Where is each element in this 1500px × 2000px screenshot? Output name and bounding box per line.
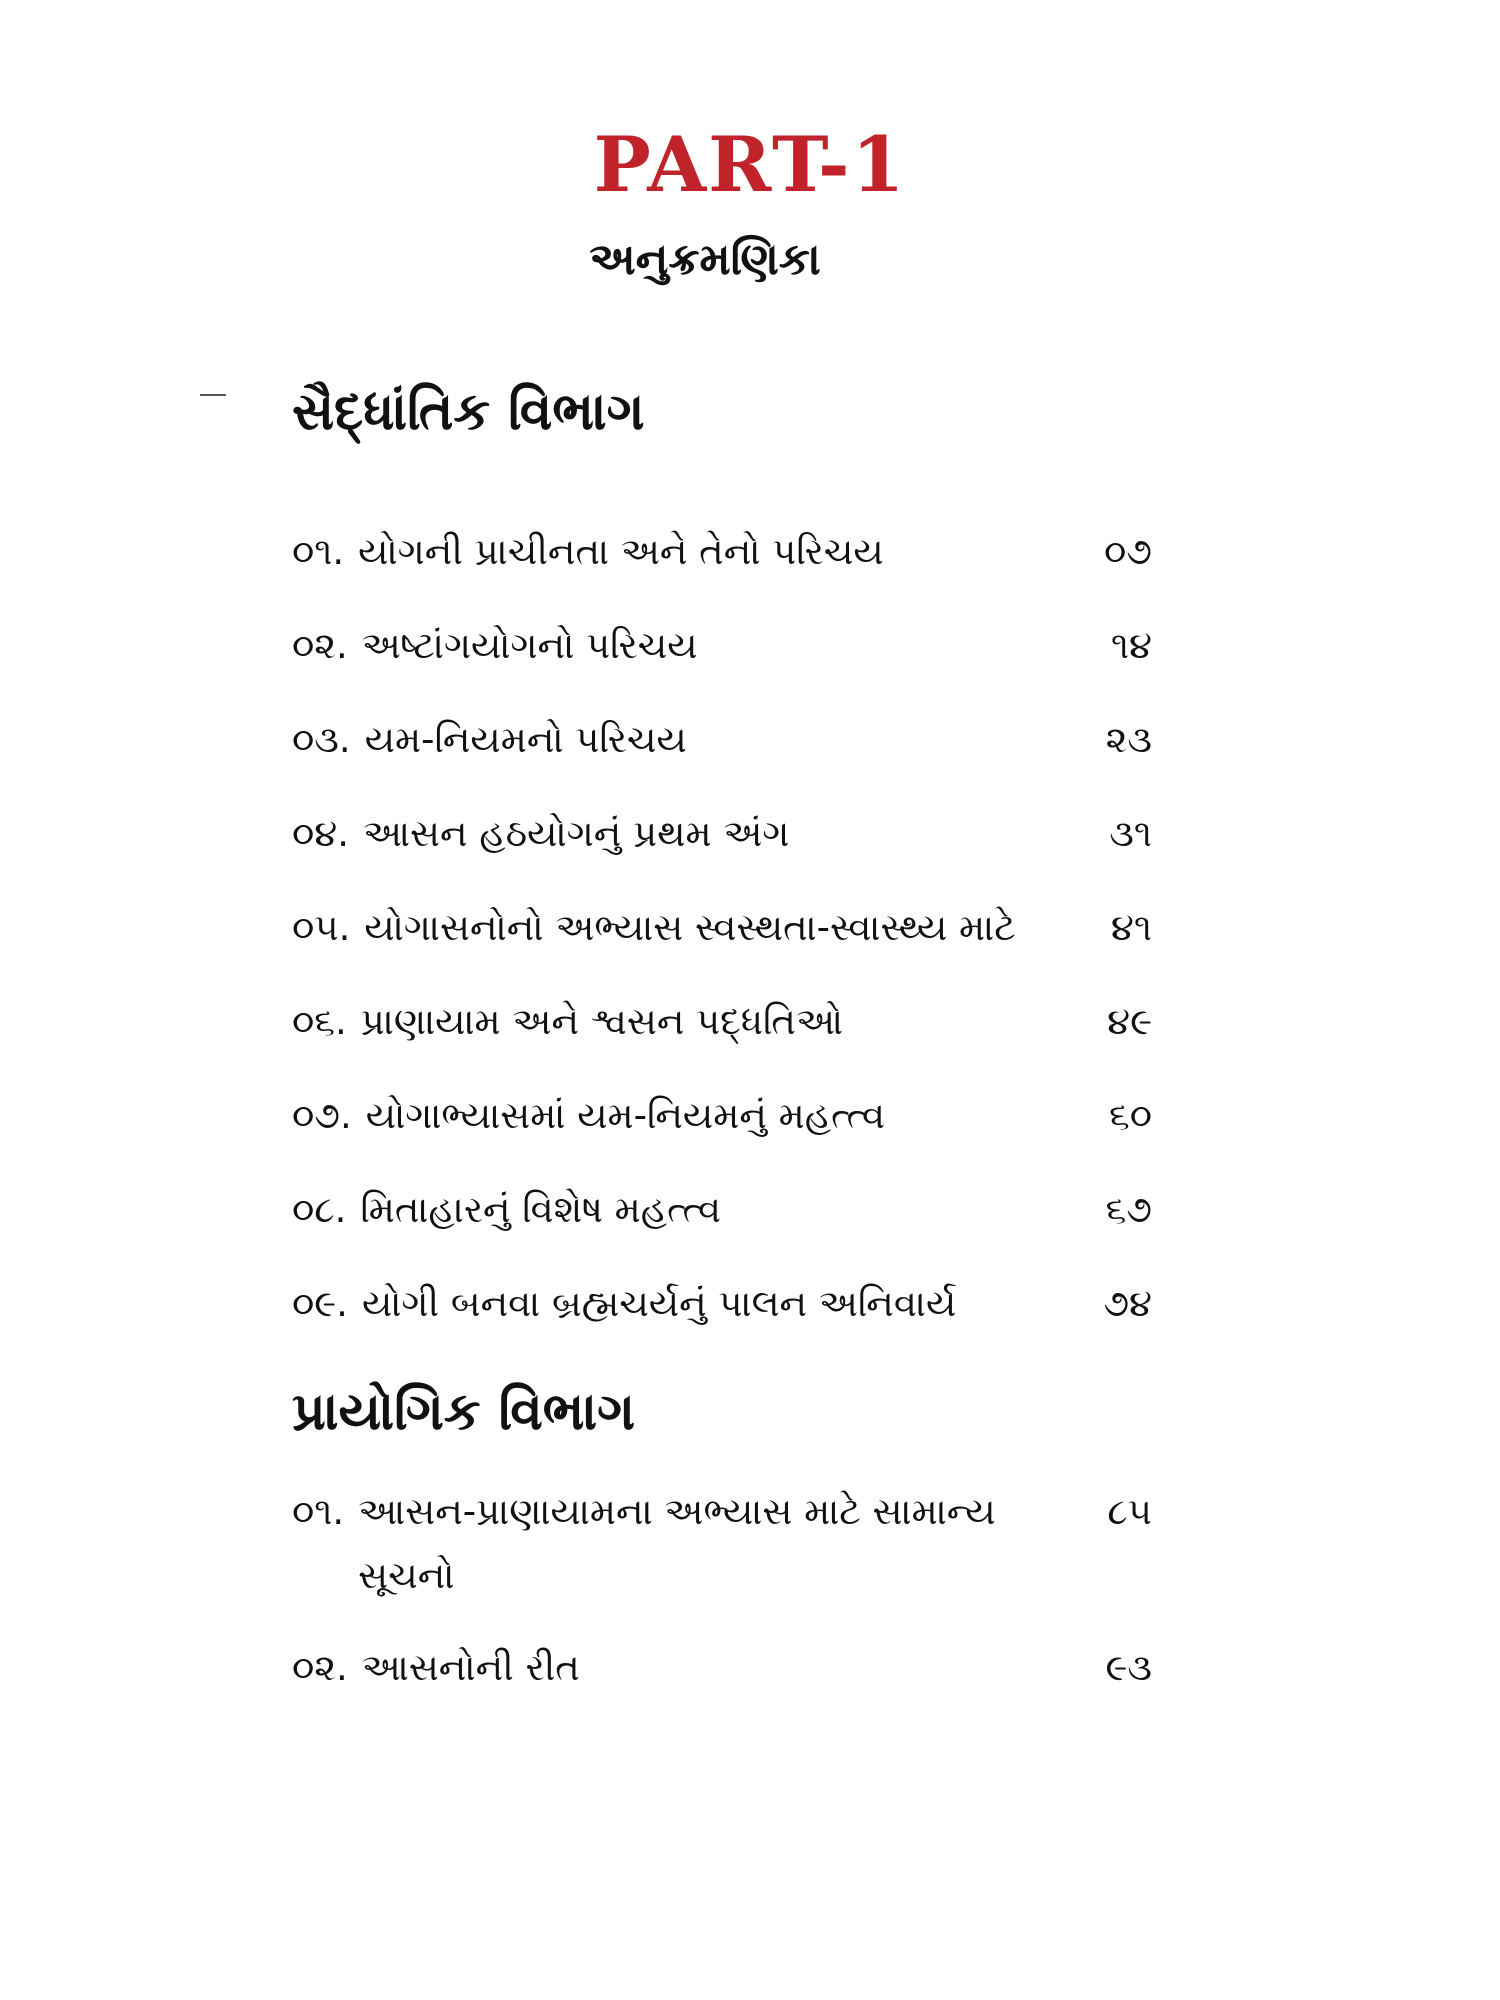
section-title-theory: સૈદ્ધાંતિક વિભાગ [292, 382, 645, 442]
toc-entry[interactable] [292, 1084, 1152, 1178]
entry-title: યોગાસનોનો અભ્યાસ સ્વસ્થતા-સ્વાસ્થ્ય માટે [364, 906, 1016, 949]
entry-page-number: ૪૧ [1110, 906, 1152, 949]
entry-number: ૦૩. [292, 718, 351, 761]
entry-page-number: ૨૩ [1105, 718, 1152, 761]
toc-entry[interactable] [292, 1178, 1152, 1272]
toc-list-theory [292, 520, 1152, 1366]
toc-entry[interactable] [292, 520, 1152, 614]
toc-entry[interactable] [292, 708, 1152, 802]
entry-number: ૦૨. [292, 624, 348, 667]
toc-entry[interactable] [292, 1636, 1152, 1730]
toc-entry[interactable] [292, 896, 1152, 990]
section-title-practical: પ્રાયોગિક વિભાગ [292, 1382, 636, 1442]
entry-page-number: ૬૭ [1105, 1188, 1152, 1231]
entry-page-number: ૧૪ [1110, 624, 1152, 667]
entry-title: આસન-પ્રાણાયામના અભ્યાસ માટે સામાન્ય સૂચનો [358, 1490, 996, 1597]
stray-mark [200, 394, 226, 396]
entry-title: આસનોની રીત [361, 1646, 580, 1689]
entry-number: ૦૪. [292, 812, 349, 855]
entry-page-number: ૪૯ [1107, 1000, 1152, 1043]
entry-number: ૦૯. [292, 1282, 348, 1325]
entry-page-number: ૩૧ [1109, 812, 1152, 855]
entry-title: યમ-નિયમનો પરિચય [364, 718, 687, 761]
entry-title: અષ્ટાંગયોગનો પરિચય [361, 624, 698, 667]
entry-number: ૦૭. [292, 1094, 352, 1137]
toc-entry[interactable] [292, 1480, 1152, 1636]
entry-number: ૦૬. [292, 1000, 347, 1043]
entry-number: ૦૧. [292, 1490, 345, 1533]
toc-heading: અનુક્રમણિકા [589, 234, 821, 285]
entry-title: યોગી બનવા બ્રહ્મચર્યનું પાલન અનિવાર્ય [361, 1282, 957, 1325]
part-title: PART-1 [593, 120, 907, 209]
entry-number: ૦૫. [292, 906, 351, 949]
entry-page-number: ૭૪ [1103, 1282, 1152, 1325]
toc-entry[interactable] [292, 1272, 1152, 1366]
toc-entry[interactable] [292, 990, 1152, 1084]
entry-page-number: ૯૩ [1105, 1646, 1152, 1689]
entry-page-number: ૦૭ [1104, 530, 1152, 573]
toc-entry[interactable] [292, 802, 1152, 896]
entry-title: આસન હઠયોગનું પ્રથમ અંગ [362, 812, 790, 855]
entry-page-number: ૮૫ [1107, 1490, 1152, 1533]
entry-title: યોગની પ્રાચીનતા અને તેનો પરિચય [358, 530, 884, 573]
entry-title: યોગાભ્યાસમાં યમ-નિયમનું મહત્ત્વ [365, 1094, 886, 1137]
entry-title: પ્રાણાયામ અને શ્વસન પદ્ધતિઓ [360, 1000, 844, 1043]
toc-entry[interactable] [292, 614, 1152, 708]
entry-number: ૦૧. [292, 530, 345, 573]
entry-page-number: ૬૦ [1109, 1094, 1152, 1137]
toc-list-practical [292, 1480, 1152, 1730]
entry-number: ૦૨. [292, 1646, 348, 1689]
entry-title: મિતાહારનું વિશેષ મહત્ત્વ [360, 1188, 722, 1231]
entry-number: ૦૮. [292, 1188, 347, 1231]
